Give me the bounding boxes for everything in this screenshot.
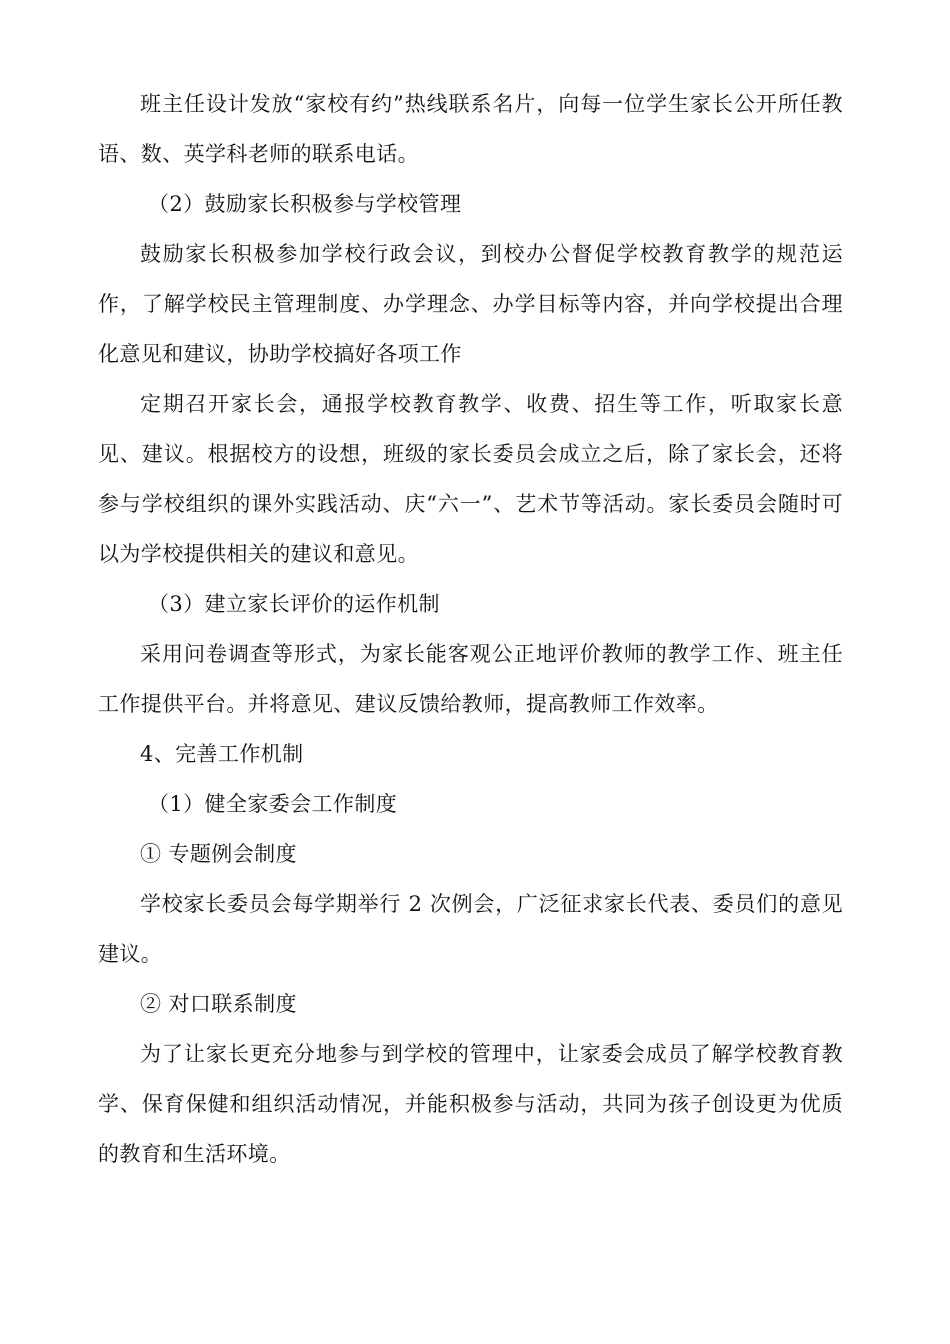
heading-liaison-system: ② 对口联系制度 [140, 992, 297, 1016]
paragraph-contact-card: 班主任设计发放“家校有约”热线联系名片，向每一位学生家长公开所任教语、数、英学科老师的联系电话。 [98, 92, 843, 166]
paragraph-admin-meetings: 鼓励家长积极参加学校行政会议，到校办公督促学校教育教学的规范运作，了解学校民主管理制度、办学理念、办学目标等内容，并向学校提出合理化意见和建议，协助学校搞好各项工作 [98, 242, 843, 366]
heading-evaluation-mechanism: （3）建立家长评价的运作机制 [148, 592, 440, 616]
heading-regular-meeting: ① 专题例会制度 [140, 842, 297, 866]
paragraph-liaison-system: 为了让家长更充分地参与到学校的管理中，让家委会成员了解学校教育教学、保育保健和组织活动情况，并能积极参与活动，共同为孩子创设更为优质的教育和生活环境。 [98, 1042, 843, 1166]
document-body [98, 79, 843, 1179]
paragraph-parent-meetings: 定期召开家长会，通报学校教育教学、收费、招生等工作，听取家长意见、建议。根据校方的设想，班级的家长委员会成立之后，除了家长会，还将参与学校组织的课外实践活动、庆“六一”、艺术节等活动。家长委员会随时可以为学校提供相关的建议和意见。 [98, 392, 843, 566]
paragraph-regular-meeting: 学校家长委员会每学期举行 2 次例会，广泛征求家长代表、委员们的意见建议。 [98, 892, 843, 966]
heading-work-mechanism: 4、完善工作机制 [140, 742, 304, 766]
paragraph-questionnaire: 采用问卷调查等形式，为家长能客观公正地评价教师的教学工作、班主任工作提供平台。并将意见、建议反馈给教师，提高教师工作效率。 [98, 642, 843, 716]
heading-committee-system: （1）健全家委会工作制度 [148, 792, 398, 816]
heading-encourage-parents: （2）鼓励家长积极参与学校管理 [148, 192, 462, 216]
